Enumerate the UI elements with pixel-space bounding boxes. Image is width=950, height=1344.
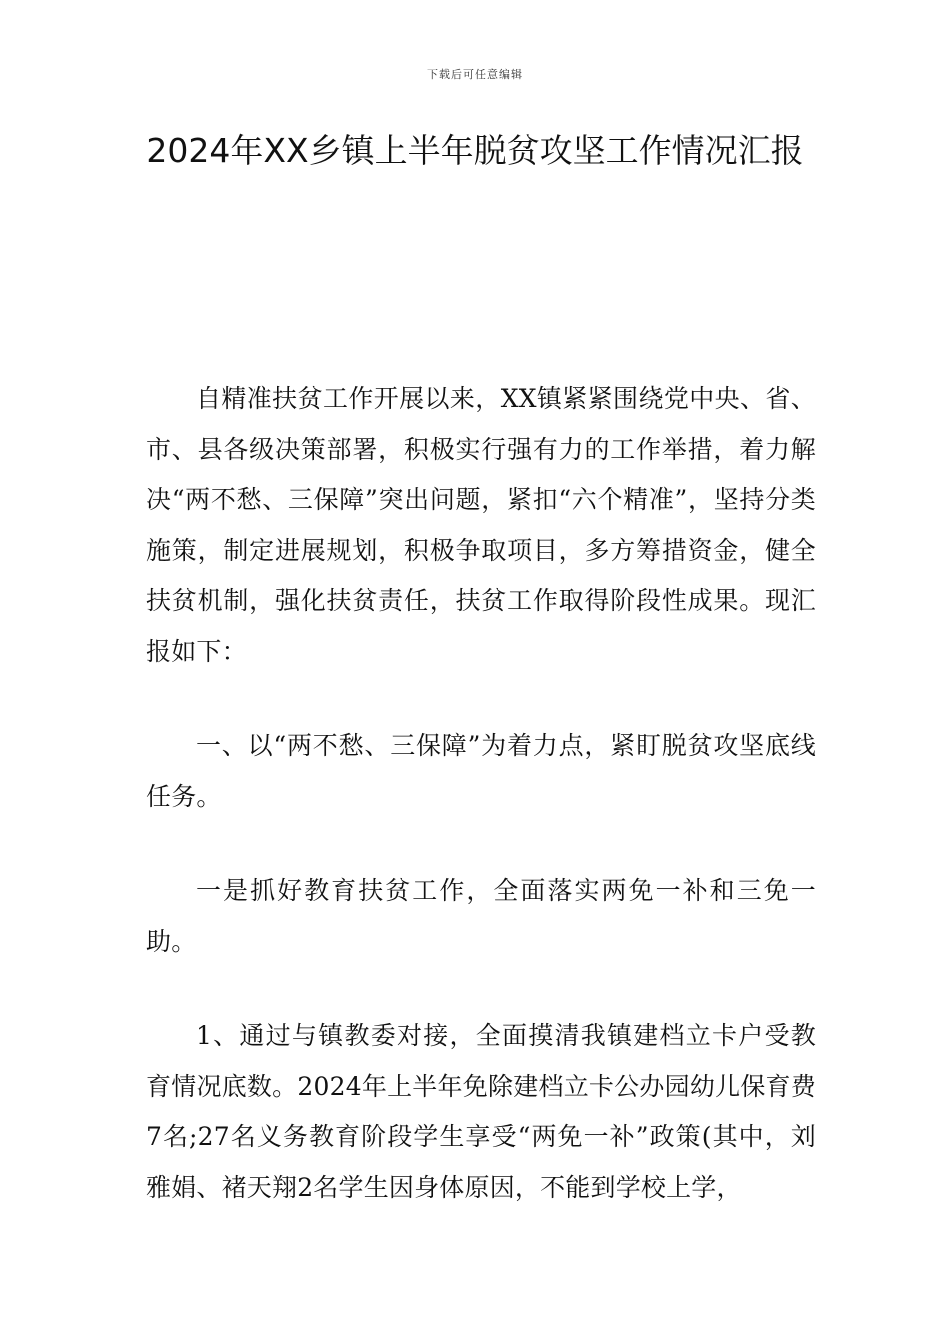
education-item-1-paragraph: 1、通过与镇教委对接，全面摸清我镇建档立卡户受教育情况底数。2024年上半年免除建档立卡公办园幼儿保育费7名;27名义务教育阶段学生享受“两免一补”政策(其中，刘雅娟、褚天翔2名学生因身体原因，不能到学校上学， (146, 1021, 816, 1202)
document-title: 2024年XX乡镇上半年脱贫攻坚工作情况汇报 (146, 131, 804, 170)
document-body (146, 374, 816, 1213)
header-note: 下载后可任意编辑 (427, 68, 523, 81)
section-heading-1: 一、以“两不愁、三保障”为着力点，紧盯脱贫攻坚底线任务。 (146, 731, 816, 811)
intro-paragraph: 自精准扶贫工作开展以来，XX镇紧紧围绕党中央、省、市、县各级决策部署，积极实行强有力的工作举措，着力解决“两不愁、三保障”突出问题，紧扣“六个精准”，坚持分类施策，制定进展规划，积极争取项目，多方筹措资金，健全扶贫机制，强化扶贫责任，扶贫工作取得阶段性成果。现汇报如下： (146, 384, 816, 666)
subsection-heading-education: 一是抓好教育扶贫工作，全面落实两免一补和三免一助。 (146, 876, 816, 956)
